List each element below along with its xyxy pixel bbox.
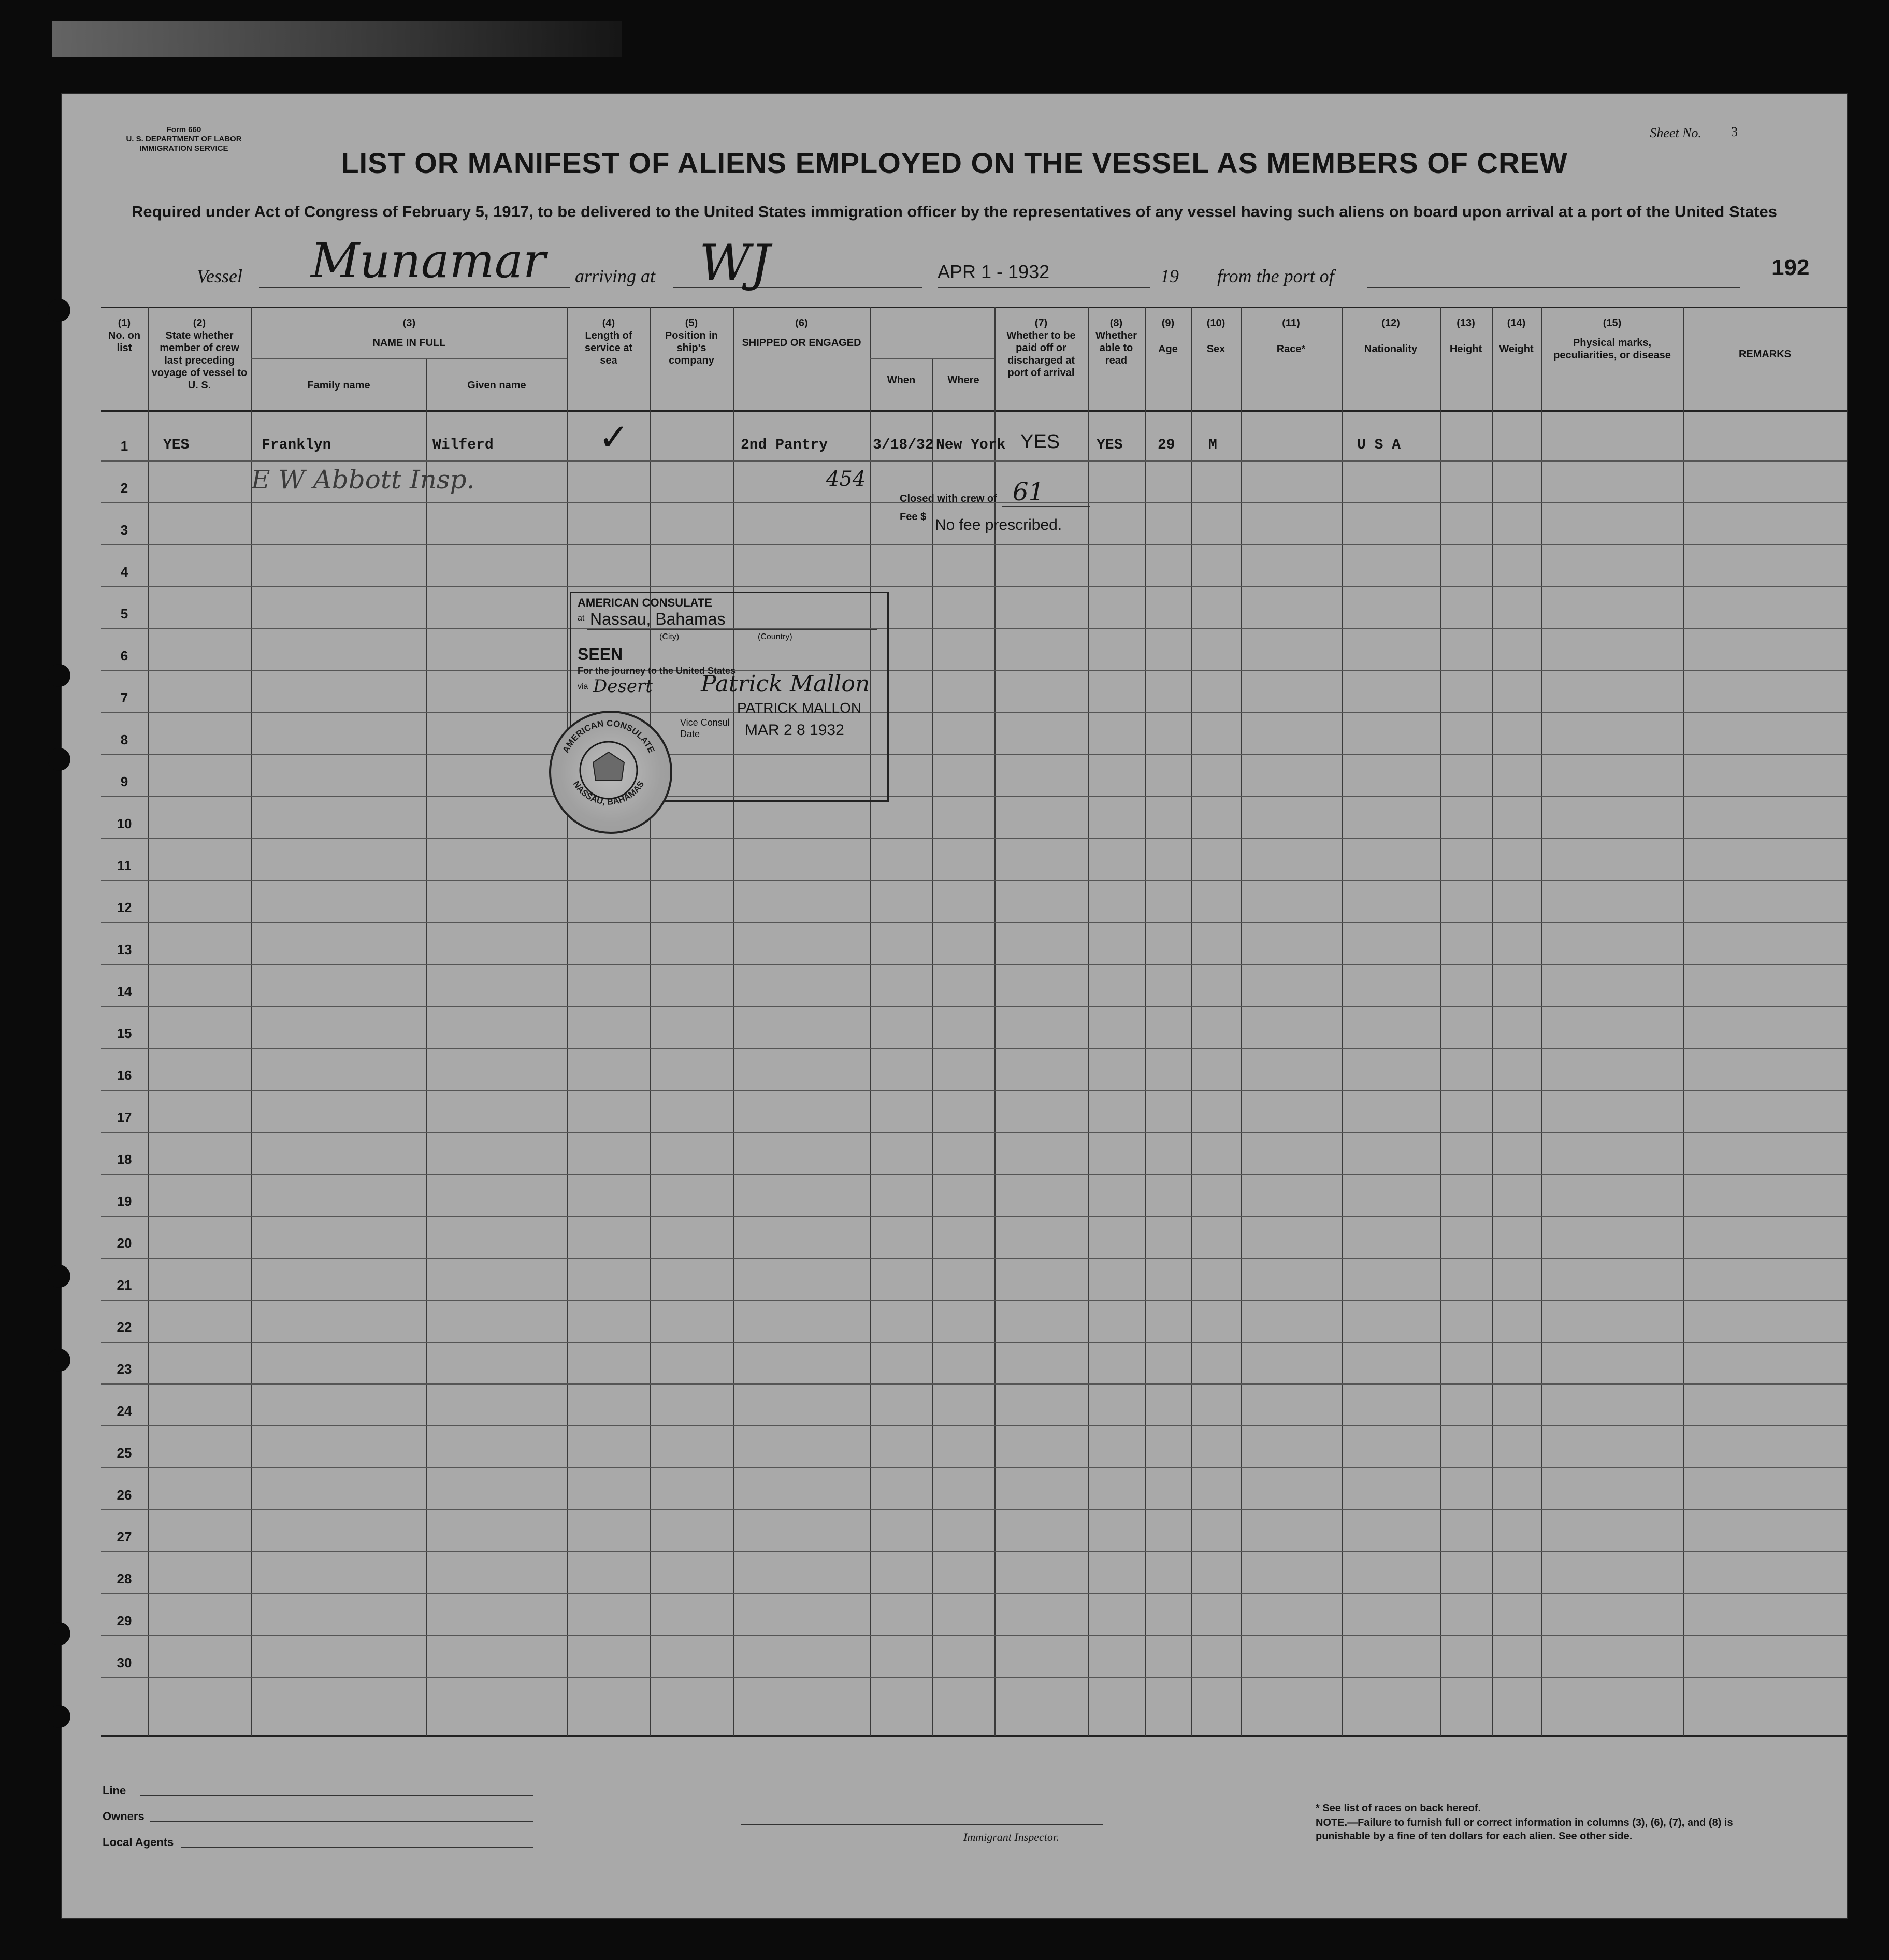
document-subtitle: Required under Act of Congress of February 5, 1917, to be delivered to the United States immigration officer by the representatives of any vessel having such aliens on board upon arrival at a port of the United States: [131, 203, 1778, 221]
arrival-date: APR 1 - 1932: [938, 261, 1050, 282]
row-rule: [101, 754, 1847, 755]
col9-header: [1145, 317, 1191, 355]
closed-value: 61: [1013, 478, 1045, 507]
col6-label: SHIPPED OR ENGAGED: [742, 337, 861, 349]
stamp-city: Nassau, Bahamas: [590, 610, 726, 628]
row-number: 4: [120, 564, 128, 580]
eagle-emblem-icon: [593, 752, 624, 781]
row-number: 1: [120, 438, 128, 454]
agents-label: Local Agents: [103, 1836, 174, 1849]
col-divider: [1342, 307, 1343, 1736]
closed-label: Closed with crew of: [900, 493, 997, 505]
col-divider: [426, 358, 427, 1736]
row-rule: [101, 1551, 1847, 1552]
row-number: 17: [117, 1109, 132, 1125]
col14-label: Weight: [1499, 343, 1534, 355]
subheader-rule: [870, 358, 994, 359]
col7-label: Whether to be paid off or discharged at port of arrival: [1006, 330, 1076, 379]
consulate-seal: [549, 711, 672, 834]
col10-number: (10): [1206, 318, 1225, 329]
row-number: 21: [117, 1277, 132, 1293]
row-rule: [101, 460, 1847, 462]
from-port-label: from the port of: [1217, 266, 1334, 286]
sheet-number: 3: [1731, 124, 1738, 139]
col3-label: NAME IN FULL: [372, 337, 446, 349]
table-top-rule: [101, 307, 1847, 308]
punch-hole: [48, 1349, 70, 1372]
col-divider: [1440, 307, 1441, 1736]
row-number: 7: [120, 690, 128, 705]
row-number: 28: [117, 1571, 132, 1587]
vice-consul-label: Vice Consul: [680, 717, 730, 728]
row-rule: [101, 1383, 1847, 1385]
document-title: LIST OR MANIFEST OF ALIENS EMPLOYED ON THE VESSEL AS MEMBERS OF CREW: [341, 147, 1568, 179]
col-divider: [1088, 307, 1089, 1736]
col12-number: (12): [1381, 318, 1400, 329]
col12-label: Nationality: [1364, 343, 1418, 355]
row1-position: 2nd Pantry: [741, 437, 828, 453]
row-rule: [101, 1174, 1847, 1175]
col6-number: (6): [795, 318, 808, 329]
seal-top-path: AMERICAN CONSULATE: [560, 718, 657, 755]
col-divider: [1241, 307, 1242, 1736]
family-name-header: Family name: [307, 380, 370, 391]
col1-number: (1): [118, 318, 131, 329]
row1-nationality: U S A: [1357, 437, 1401, 453]
col13-number: (13): [1457, 318, 1475, 329]
col14-header: [1492, 317, 1541, 355]
col-divider: [1683, 307, 1684, 1736]
col-divider: [1191, 307, 1192, 1736]
row-rule: [101, 544, 1847, 545]
col5-label: Position in ship's company: [665, 330, 718, 366]
row-rule: [101, 1467, 1847, 1468]
col12-header: [1342, 317, 1440, 355]
col15-number: (15): [1603, 318, 1622, 329]
row-number: 24: [117, 1403, 132, 1419]
stamp-city-label: (City): [659, 632, 680, 641]
row-rule: [101, 1216, 1847, 1217]
date-underline: [938, 287, 1150, 288]
fee-text: No fee prescribed.: [935, 516, 1062, 534]
crew-number: 454: [826, 467, 866, 491]
row-rule: [101, 1090, 1847, 1091]
row-number: 16: [117, 1068, 132, 1083]
col-divider: [1541, 307, 1542, 1736]
line-underline: [140, 1795, 533, 1796]
vessel-label: Vessel: [197, 266, 242, 286]
inspector-label: Immigrant Inspector.: [963, 1831, 1059, 1843]
when-header: When: [887, 374, 916, 386]
inspector-signature: E W Abbott Insp.: [251, 465, 475, 495]
col13-header: [1440, 317, 1492, 355]
owners-underline: [150, 1821, 533, 1822]
row1-where: New York: [936, 437, 1006, 453]
punch-hole: [48, 299, 70, 322]
service: IMMIGRATION SERVICE: [139, 144, 228, 153]
col2-number: (2): [193, 318, 206, 329]
col3-header: [251, 317, 567, 349]
row-rule: [101, 712, 1847, 713]
row-number: 3: [120, 522, 128, 538]
col-divider: [148, 307, 149, 1736]
checkmark-icon: ✓: [598, 415, 630, 459]
where-header: Where: [947, 374, 979, 386]
from-port-underline: [1367, 287, 1740, 288]
row-rule: [101, 628, 1847, 629]
row-number: 22: [117, 1319, 132, 1335]
seal-bottom-text: [571, 779, 646, 806]
row-rule: [101, 922, 1847, 923]
penalty-note: NOTE.—Failure to furnish full or correct information in columns (3), (6), (7), and (8) is punishable by a fine of ten dollars for each alien. See other side.: [1316, 1817, 1733, 1842]
col8-header: [1090, 317, 1142, 367]
col11-number: (11): [1282, 318, 1300, 329]
col7-header: [997, 317, 1085, 379]
stamp-date-label: Date: [680, 729, 700, 739]
manifest-sheet: [61, 93, 1848, 1919]
consul-signature: Patrick Mallon: [701, 671, 870, 697]
sheet-label: Sheet No.: [1650, 125, 1701, 140]
row-rule: [101, 1258, 1847, 1259]
row-number: 11: [117, 858, 132, 873]
row1-given-name: Wilferd: [432, 437, 494, 453]
col5-number: (5): [685, 318, 698, 329]
stamp-city-underline: [587, 629, 877, 630]
col4-label: Length of service at sea: [584, 330, 633, 366]
fee-label: Fee $: [900, 511, 927, 523]
row-number: 5: [120, 606, 128, 622]
row-rule: [101, 1425, 1847, 1426]
col11-label: Race*: [1276, 343, 1306, 355]
subheader-rule: [251, 358, 567, 359]
row1-age: 29: [1158, 437, 1175, 453]
row-number: 29: [117, 1613, 132, 1628]
row-rule: [101, 838, 1847, 839]
seal-graphic: [549, 711, 668, 830]
row-rule: [101, 1593, 1847, 1594]
row-rule: [101, 670, 1847, 671]
col14-number: (14): [1507, 318, 1526, 329]
col8-number: (8): [1109, 318, 1123, 329]
row-rule: [101, 1635, 1847, 1636]
stamp-at: at: [578, 614, 585, 623]
header-rule: [101, 410, 1847, 412]
row1-prior-voyage: YES: [163, 437, 190, 453]
row-rule: [101, 1509, 1847, 1510]
row-number: 8: [120, 732, 128, 747]
col-divider: [650, 307, 651, 1736]
row-rule: [101, 796, 1847, 797]
row1-family-name: Franklyn: [262, 437, 331, 453]
seal-bottom-path: NASSAU, BAHAMAS: [571, 779, 646, 807]
row-number: 27: [117, 1529, 132, 1545]
col1-header: [101, 317, 148, 354]
seal-top-text: [561, 718, 657, 755]
col11-header: [1241, 317, 1342, 355]
row-rule: [101, 1342, 1847, 1343]
stamp-journey: For the journey to the United States: [578, 666, 736, 676]
stamp-seen: SEEN: [578, 645, 623, 664]
stamp-country-label: (Country): [758, 632, 792, 641]
row-number: 12: [117, 900, 132, 915]
col9-number: (9): [1161, 318, 1175, 329]
row-number: 15: [117, 1026, 132, 1041]
row-rule: [101, 1048, 1847, 1049]
row-rule: [101, 1132, 1847, 1133]
col5-header: [653, 317, 730, 367]
table-bottom-rule: [101, 1735, 1847, 1737]
col1-label: No. on list: [108, 330, 141, 354]
owners-label: Owners: [103, 1810, 145, 1823]
row-rule: [101, 880, 1847, 881]
row-rule: [101, 964, 1847, 965]
punch-hole: [48, 748, 70, 771]
col10-header: [1191, 317, 1241, 355]
col4-number: (4): [602, 318, 615, 329]
row-rule: [101, 1300, 1847, 1301]
col10-label: Sex: [1206, 343, 1225, 355]
crew-table: [101, 307, 1847, 1736]
agents-underline: [181, 1847, 533, 1848]
year-prefix: 19: [1160, 266, 1179, 286]
col-divider: [870, 307, 871, 1736]
col8-label: Whether able to read: [1095, 330, 1137, 366]
col9-label: Age: [1158, 343, 1178, 355]
punch-hole: [48, 664, 70, 687]
row-rule: [101, 1006, 1847, 1007]
col-divider: [733, 307, 734, 1736]
scan-edge: [52, 21, 622, 57]
inspector-underline: [741, 1824, 1103, 1825]
row-number: 26: [117, 1487, 132, 1503]
races-note: * See list of races on back hereof.: [1316, 1803, 1481, 1814]
remarks-header: REMARKS: [1738, 349, 1792, 360]
stamp-title: AMERICAN CONSULATE: [578, 596, 712, 609]
row-number: 6: [120, 648, 128, 664]
row-number: 9: [120, 774, 128, 789]
punch-hole: [48, 1622, 70, 1645]
row-number: 20: [117, 1235, 132, 1251]
stamp-date: MAR 2 8 1932: [745, 722, 844, 739]
col3-number: (3): [402, 318, 416, 329]
col-divider: [932, 358, 933, 1736]
row-rule: [101, 586, 1847, 587]
line-label: Line: [103, 1784, 126, 1797]
stamp-via-value: Desert: [593, 676, 653, 697]
row1-paid-off: YES: [1020, 431, 1060, 453]
col-divider: [1492, 307, 1493, 1736]
row-number: 13: [117, 942, 132, 957]
arrival-port: WJ: [699, 234, 771, 292]
stamp-via-label: via: [578, 682, 588, 691]
row-number: 23: [117, 1361, 132, 1377]
arriving-label: arriving at: [575, 266, 656, 286]
col7-number: (7): [1034, 318, 1048, 329]
row-number: 14: [117, 984, 132, 999]
col6-header: [736, 317, 868, 349]
col-divider: [567, 307, 568, 1736]
col13-label: Height: [1449, 343, 1482, 355]
punch-hole: [48, 1705, 70, 1728]
row-number: 19: [117, 1193, 132, 1209]
col-divider: [1145, 307, 1146, 1736]
col-divider: [251, 307, 252, 1736]
given-name-header: Given name: [467, 380, 526, 391]
row1-when: 3/18/32: [873, 437, 934, 453]
year-suffix: 192: [1771, 255, 1810, 280]
col2-header: [150, 317, 249, 392]
row-number: 30: [117, 1655, 132, 1670]
row-number: 10: [117, 816, 132, 831]
consul-name: PATRICK MALLON: [737, 700, 862, 716]
row-rule: [101, 1677, 1847, 1678]
row-number: 25: [117, 1445, 132, 1461]
punch-hole: [48, 1265, 70, 1288]
row-number: 18: [117, 1151, 132, 1167]
col4-header: [575, 317, 642, 367]
row1-sex: M: [1208, 437, 1217, 453]
form-number: Form 660: [166, 125, 201, 134]
vessel-name: Munamar: [311, 233, 546, 289]
col15-header: [1544, 317, 1681, 362]
col15-label: Physical marks, peculiarities, or disease: [1553, 337, 1671, 361]
col2-label: State whether member of crew last preceding voyage of vessel to U. S.: [151, 330, 248, 391]
row1-read: YES: [1097, 437, 1123, 453]
row-number: 2: [120, 480, 128, 496]
department: U. S. DEPARTMENT OF LABOR: [126, 135, 242, 143]
